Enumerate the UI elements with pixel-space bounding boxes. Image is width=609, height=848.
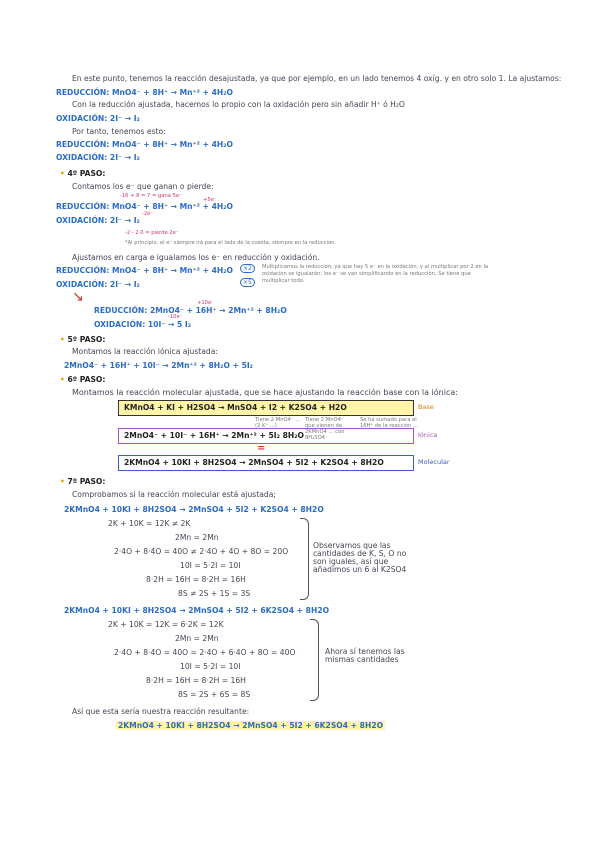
adjust-oxidation-text: OXIDACIÓN: 2I⁻ → I₂ — [56, 280, 140, 289]
adjust-res-ox-label: -10e⁻ — [168, 314, 183, 320]
final-desc: Así que esta sería nuestra reacción resultante: — [72, 707, 250, 716]
star-icon: • — [60, 477, 68, 486]
base-eq: KMnO4 + KI + H2SO4 → MnSO4 + I2 + K2SO4 + H2O — [124, 403, 347, 412]
check1-row-4: 10I = 5·2I = 10I — [180, 561, 241, 570]
step4-ox-arrow-label: -2e⁻ — [142, 211, 154, 217]
adjust-res-reduction — [94, 306, 287, 315]
multiplier-ox: ×5 — [240, 278, 255, 287]
step5-title — [60, 335, 105, 344]
ionic-label: Iónica — [418, 431, 438, 439]
check1-row-2: 2Mn = 2Mn — [175, 533, 219, 542]
base-label: Base — [418, 403, 434, 411]
check2-row-1: 2K + 10K = 12K = 6·2K = 12K — [108, 620, 224, 629]
check2-row-6: 8S = 2S + 6S = 8S — [178, 690, 251, 699]
intro-text-2: Con la reducción ajustada, hacemos lo propio con la oxidación pero sin añadir H⁺ ó H₂O — [72, 100, 405, 109]
step4-footnote: *Al principio, el e⁻ siempre irá para el lado de la cuesta, siempre en la reducción. — [125, 240, 337, 246]
final-eq: 2KMnO4 + 10KI + 8H2SO4 → 2MnSO4 + 5I2 + 6K2SO4 + 8H2O — [118, 721, 384, 730]
reduction-eq-1-text: REDUCCIÓN: MnO4⁻ + 8H⁺ → Mn⁺² + 4H₂O — [56, 88, 233, 97]
step5-eq: 2MnO4⁻ + 16H⁺ + 10I⁻ → 2Mn⁺² + 8H₂O + 5I₂ — [64, 361, 254, 370]
adjust-oxidation — [56, 280, 140, 289]
step7-eq1: 2KMnO4 + 10KI + 8H2SO4 → 2MnSO4 + 5I2 + K2SO4 + 8H2O — [64, 505, 324, 514]
adjust-res-oxidation — [94, 320, 191, 329]
step4-oxidation — [56, 216, 140, 225]
molecular-label: Molecular — [418, 458, 450, 466]
step4-oxidation-text: OXIDACIÓN: 2I⁻ → I₂ — [56, 216, 140, 225]
intro-text-1: En este punto, tenemos la reacción desajustada, ya que por ejemplo, en un lado tenemos 4 oxíg. y en otro solo 1. La ajustamos: — [72, 74, 562, 83]
base-note-2: Tiene 2 MnO4⁻ que vienen de 2KMnO4 ... con 8H₂SO4 — [305, 417, 345, 441]
ionic-eq: 2MnO4⁻ + 10I⁻ + 16H⁺ → 2Mn⁺² + 5I₂ 8H₂O — [124, 431, 305, 440]
reduction-eq-2-text: REDUCCIÓN: MnO4⁻ + 8H⁺ → Mn⁺² + 4H₂O — [56, 140, 233, 149]
check1-row-3: 2·4O + 8·4O = 40O ≠ 2·4O + 4O + 8O = 20O — [114, 547, 289, 556]
step7-title — [60, 477, 105, 486]
star-icon: • — [60, 375, 68, 384]
check1-row-1: 2K + 10K = 12K ≠ 2K — [108, 519, 191, 528]
check2-row-4: 10I = 5·2I = 10I — [180, 662, 241, 671]
adjust-res-reduction-text: REDUCCIÓN: 2MnO4⁻ + 16H⁺ → 2Mn⁺² + 8H₂O — [94, 306, 287, 315]
reduction-eq-2 — [56, 140, 233, 149]
step6-desc: Montamos la reacción molecular ajustada, que se hace ajustando la reacción base con la iónica: — [72, 388, 458, 397]
step5-title-text: 5º PASO: — [67, 335, 106, 344]
check2-row-5: 8·2H = 16H = 8·2H = 16H — [146, 676, 246, 685]
step4-note-bottom: -2 - 2·0 = pierde 2e⁻ — [125, 230, 179, 236]
observation-2: Ahora sí tenemos las mismas cantidades — [325, 647, 405, 664]
adjust-res-oxidation-text: OXIDACIÓN: 10I⁻ → 5 I₂ — [94, 320, 192, 329]
intro-text-3: Por tanto, tenemos esto: — [72, 127, 166, 136]
oxidation-eq-2-text: OXIDACIÓN: 2I⁻ → I₂ — [56, 153, 140, 162]
oxidation-eq-1 — [56, 114, 140, 123]
curved-arrow-icon: ↘ — [72, 289, 84, 305]
oxidation-eq-2 — [56, 153, 140, 162]
step4-desc: Contamos los e⁻ que ganan o pierde: — [72, 182, 214, 191]
check1-row-6: 8S ≠ 2S + 1S = 3S — [178, 589, 251, 598]
base-note-3: Se ha sumado para el 16H⁺ de la reacción ... — [360, 417, 418, 429]
adjust-reduction-text: REDUCCIÓN: MnO4⁻ + 8H⁺ → Mn⁺² + 4H₂O — [56, 266, 233, 275]
star-icon: • — [60, 169, 68, 178]
step6-title — [60, 375, 105, 384]
check2-row-3: 2·4O + 8·4O = 40O = 2·4O + 6·4O + 8O = 40O — [114, 648, 296, 657]
adjust-desc: Ajustamos en carga e igualamos los e⁻ en reducción y oxidación. — [72, 253, 320, 262]
step4-title — [60, 169, 105, 178]
base-note-1: Tiene 2 MnO4⁻ ... (2 K⁺ ...) — [255, 417, 301, 429]
molecular-eq: 2KMnO4 + 10KI + 8H2SO4 → 2MnSO4 + 5I2 + K2SO4 + 8H2O — [124, 458, 384, 467]
step7-title-text: 7º PASO: — [67, 477, 106, 486]
equals-icon: = — [257, 443, 266, 454]
step4-red-arrow-label: +5e⁻ — [203, 197, 217, 203]
step6-title-text: 6º PASO: — [67, 375, 106, 384]
reduction-eq-1 — [56, 88, 233, 97]
check1-row-5: 8·2H = 16H = 8·2H = 16H — [146, 575, 246, 584]
step7-desc: Comprobamos si la reacción molecular está ajustada; — [72, 490, 276, 499]
multiplier-red: ×2 — [240, 264, 255, 273]
observation-1: Observamos que las cantidades de K, S, O no son iguales, así que añadimos un 6 al K2SO4 — [313, 541, 407, 574]
oxidation-eq-1-text: OXIDACIÓN: 2I⁻ → I₂ — [56, 114, 140, 123]
check2-row-2: 2Mn = 2Mn — [175, 634, 219, 643]
star-icon: • — [60, 335, 68, 344]
adjust-reduction — [56, 266, 233, 275]
step5-desc: Montamos la reacción iónica ajustada: — [72, 347, 218, 356]
step4-reduction — [56, 202, 233, 211]
adjust-res-red-label: +10e⁻ — [197, 300, 214, 306]
step4-reduction-text: REDUCCIÓN: MnO4⁻ + 8H⁺ → Mn⁺² + 4H₂O — [56, 202, 233, 211]
brace-1 — [300, 518, 309, 600]
step4-title-text: 4º PASO: — [67, 169, 106, 178]
brace-2 — [310, 619, 319, 701]
adjust-side-note: Multiplicamos la reducción, ya que hay 5 e⁻ en la oxidación, y al multiplicar por 2 en la oxidación se igualarán; los e⁻ se van simplificando en la reducción. Se tiene que multiplicar todo. — [262, 264, 489, 284]
step4-note-top: -16 + 8 = 7 = gana 5e⁻ — [120, 193, 182, 199]
step7-eq2: 2KMnO4 + 10KI + 8H2SO4 → 2MnSO4 + 5I2 + 6K2SO4 + 8H2O — [64, 606, 330, 615]
